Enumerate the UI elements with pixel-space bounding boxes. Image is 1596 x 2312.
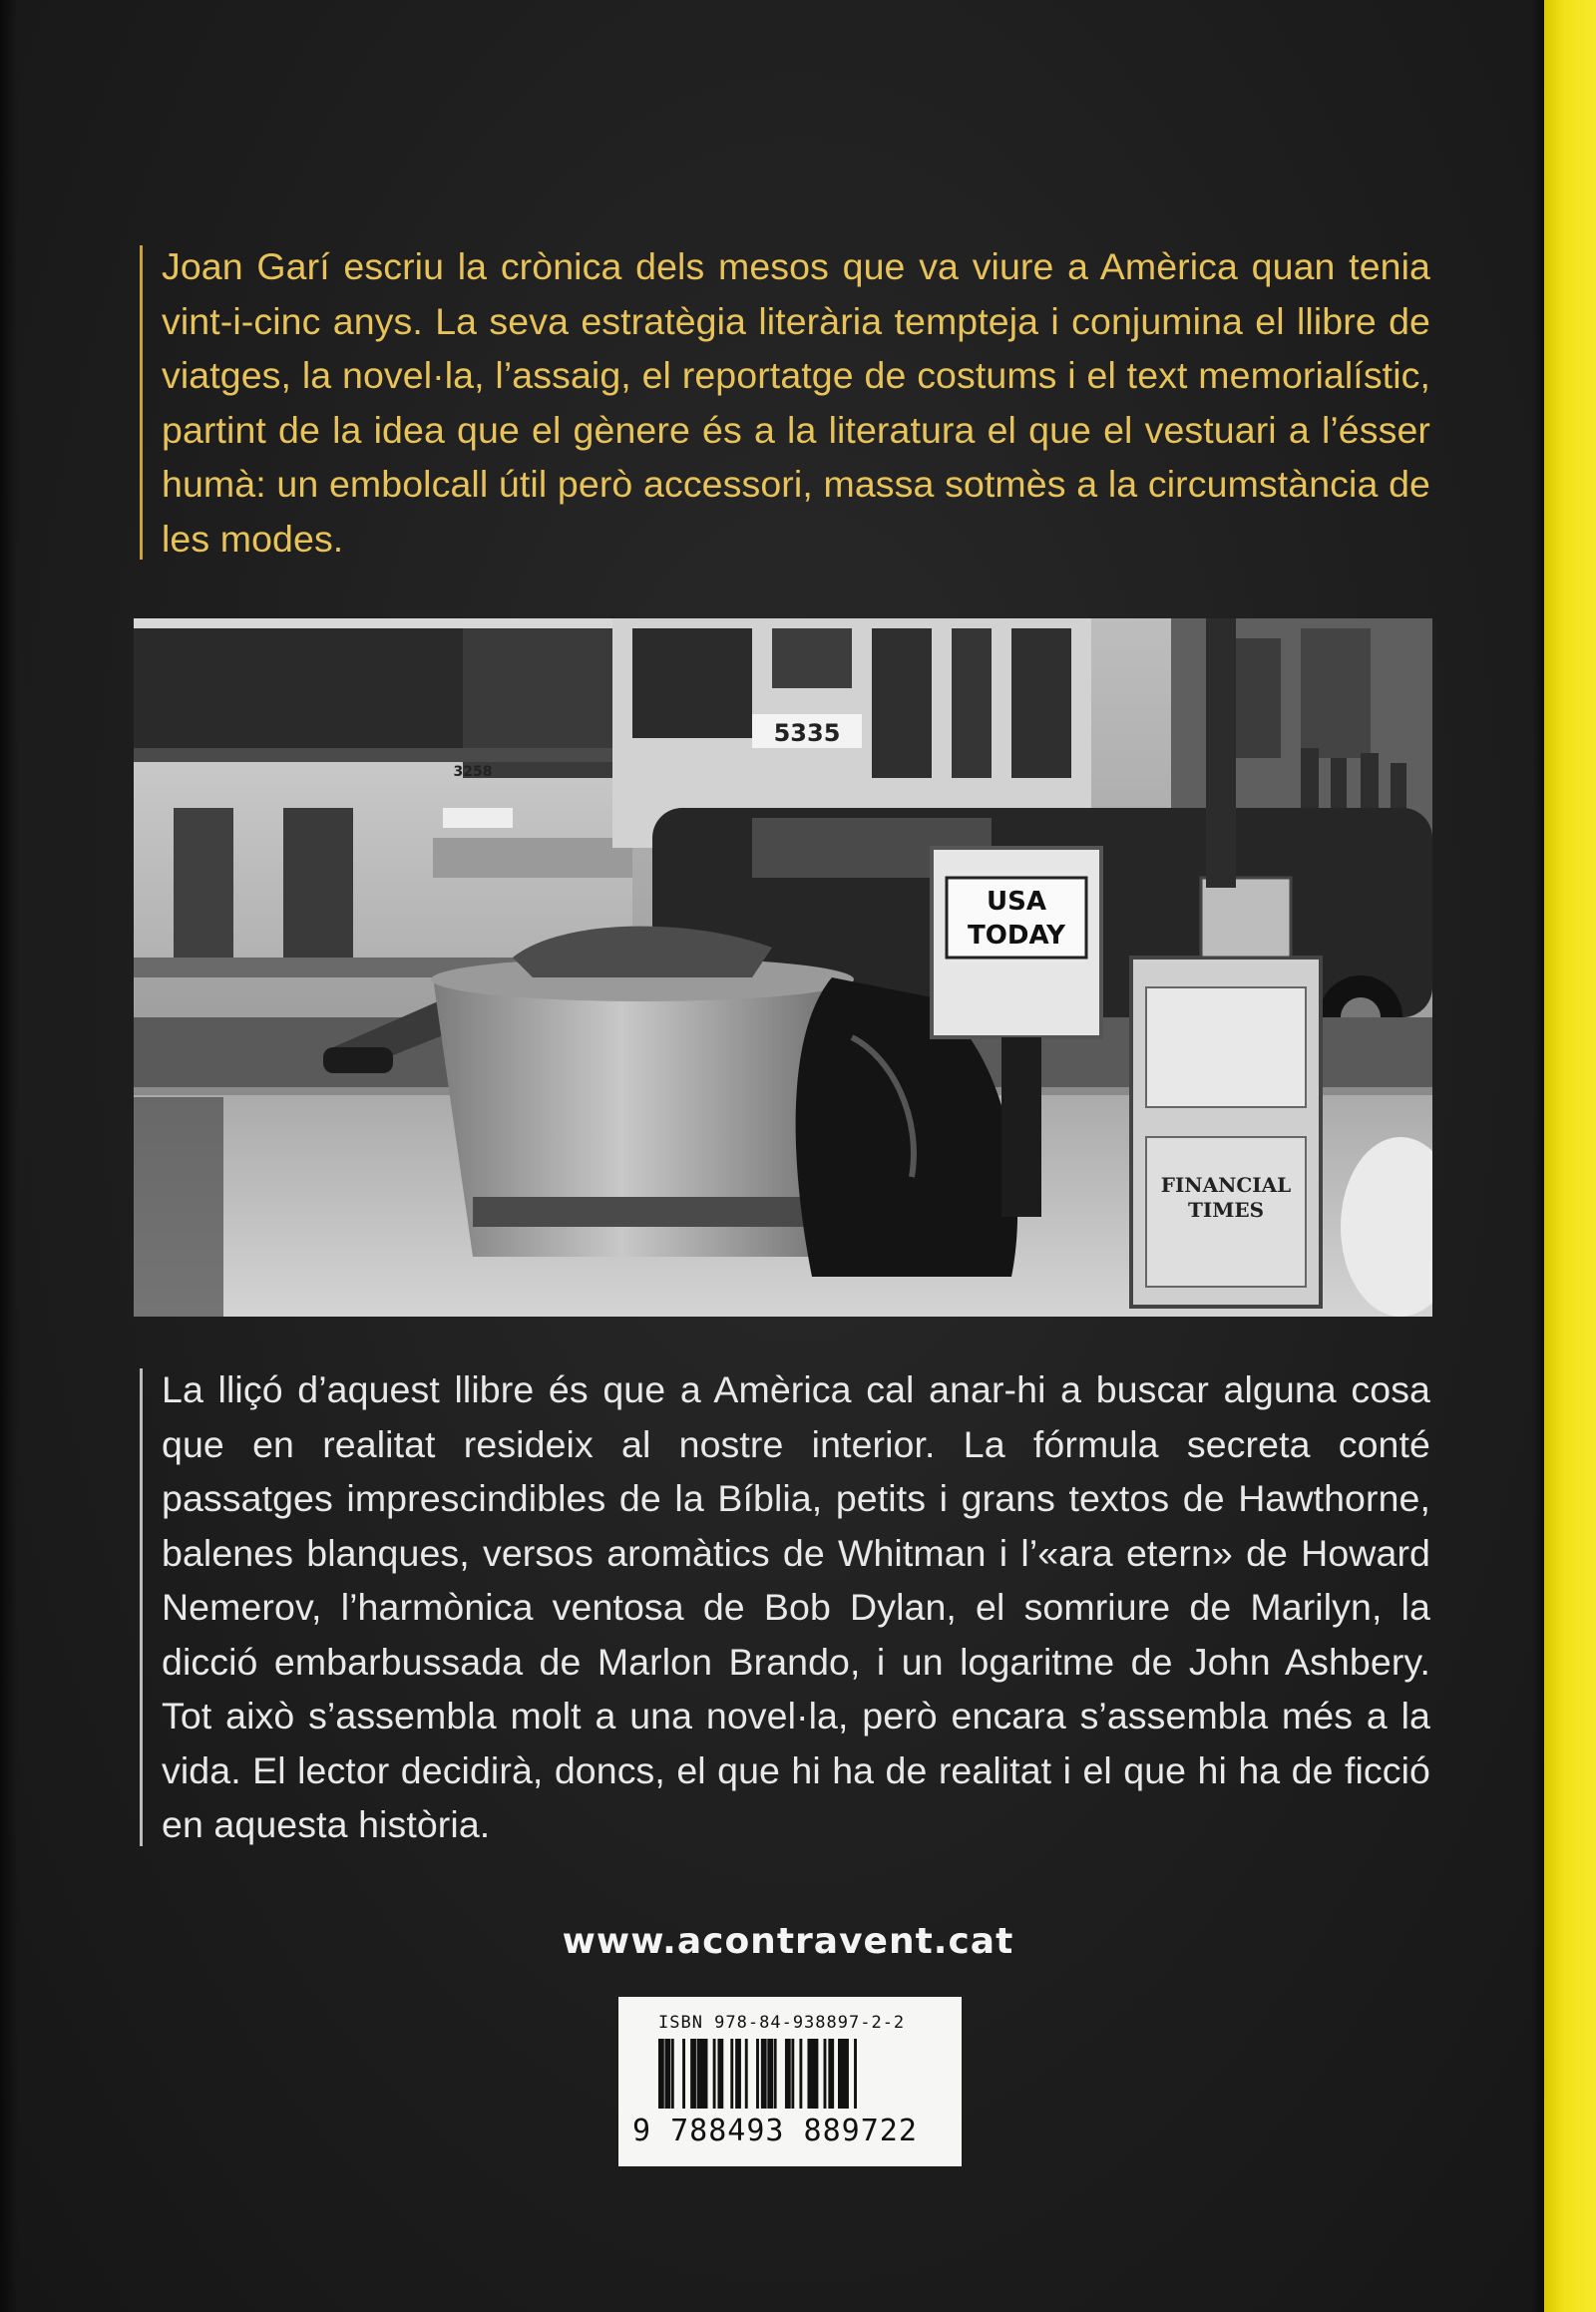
blurb-paragraph-bottom: La lliçó d’aquest llibre és que a Amèrica cal anar-hi a buscar alguna cosa que en realitat resideix al nostre interior. La fórmula secreta conté passatges imprescindibles de la Bíblia, petits i grans textos de Hawthorne, balenes blanques, versos aromàtics de Whitman i l’«ara etern» de Howard Nemerov, l’harmònica ventosa de Bob Dylan, el somriure de Marilyn, la dicció embarbussada de Marlon Brando, i un logaritme de John Ashbery. Tot això s’assembla molt a una novel·la, però encara s’assembla més a la vida. El lector decidirà, doncs, el que hi ha de realitat i el que hi ha de ficció en aquesta història. xyxy=(162,1362,1430,1852)
financial-times-line-1: FINANCIAL xyxy=(1160,1173,1292,1197)
bus-number: 5335 xyxy=(773,719,841,747)
blurb-paragraph-top: Joan Garí escriu la crònica dels mesos que va viure a Amèrica quan tenia vint-i-cinc anys. La seva estratègia literària tempteja i conjumina el llibre de viatges, la novel·la, l’assaig, el reportatge de costums i el text memorialístic, partint de la idea que el gènere és a la literatura el que el vestuari a l’ésser humà: un embolcall útil però accessori, massa sotmès a la circumstància de les modes. xyxy=(162,239,1430,566)
usa-today-line-1: USA xyxy=(987,887,1046,917)
yellow-spine-edge xyxy=(1544,0,1596,2312)
usa-today-line-2: TODAY xyxy=(968,921,1065,951)
financial-times-line-2: TIMES xyxy=(1187,1198,1265,1222)
bus-number-small: 3258 xyxy=(453,764,493,780)
barcode-bars xyxy=(658,2039,928,2109)
ean-digits: 9 788493 889722 xyxy=(632,2114,918,2148)
cover-left-shadow xyxy=(0,0,18,2312)
street-photo xyxy=(134,618,1432,1317)
publisher-website[interactable]: www.acontravent.cat xyxy=(562,1921,1014,1962)
isbn-barcode xyxy=(618,1997,962,2166)
isbn-number: ISBN 978-84-938897-2-2 xyxy=(658,2013,906,2033)
